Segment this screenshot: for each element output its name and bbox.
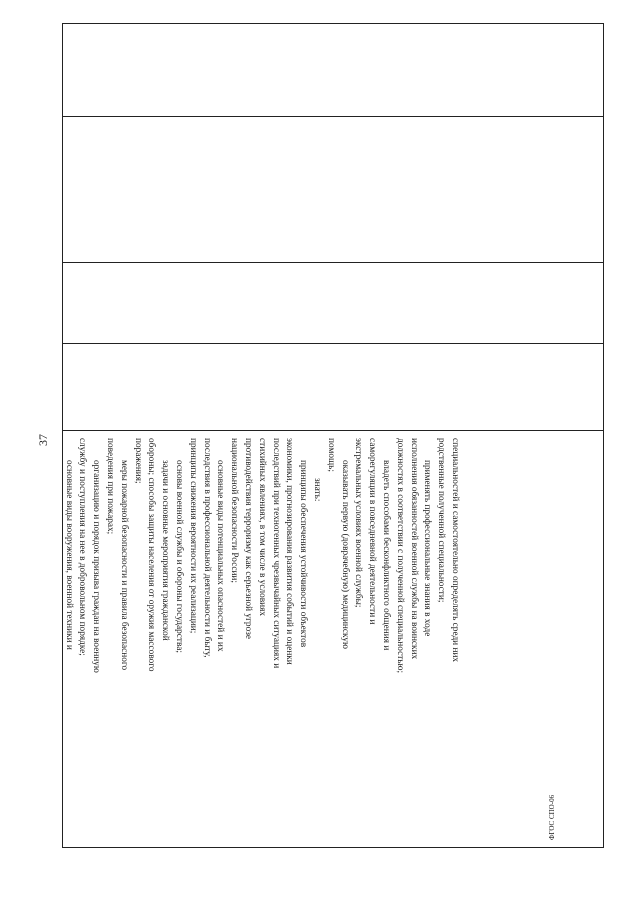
text-line: основные виды потенциальных опасностей и их: [215, 460, 226, 652]
text-line: основные виды вооружения, военной техники и: [63, 460, 74, 650]
text-line: исполнения обязанностей военной службы на воинских: [408, 438, 419, 660]
text-line: помощь;: [325, 438, 336, 472]
text-line: службу и поступления на нее в добровольном порядке;: [77, 438, 88, 656]
text-line: экономики, прогнозирования развития событий и оценки: [284, 438, 295, 665]
text-line: владеть способами бесконфликтного общения и: [381, 460, 392, 651]
text-line: противодействия терроризму как серьезной угрозе: [243, 438, 254, 640]
text-line: обороны; способы защиты населения от оружия массового: [146, 438, 157, 672]
text-line: последствий при техногенных чрезвычайных ситуациях и: [270, 438, 281, 669]
text-line: саморегуляции в повседневной деятельности и: [367, 438, 378, 625]
text-line: основы военной службы и обороны государства;: [174, 460, 185, 653]
text-line: национальной безопасности России;: [229, 438, 240, 583]
footer-label: ФГОС СПО-06: [548, 794, 556, 840]
table-divider-3: [62, 343, 604, 344]
text-line: знать:: [312, 478, 323, 502]
text-line: принципы обеспечения устойчивости объектов: [298, 460, 309, 648]
text-line: организацию и порядок призыва граждан на военную: [91, 460, 102, 673]
text-line: меры пожарной безопасности и правила безопасного: [118, 460, 129, 671]
text-line: экстремальных условиях военной службы;: [353, 438, 364, 608]
competency-text-cell: [63, 430, 463, 847]
text-line: задачи и основные мероприятия гражданской: [160, 460, 171, 641]
text-line: стихийных явлениях, в том числе в условиях: [256, 438, 267, 617]
text-line: родственные полученной специальности;: [436, 438, 447, 603]
text-line: оказывать первую (доврачебную) медицинскую: [339, 460, 350, 650]
table-divider-2: [62, 262, 604, 263]
text-line: должностях в соответствии с полученной специальностью;: [394, 438, 405, 674]
text-line: поражения;: [132, 438, 143, 484]
text-line: специальностей и самостоятельно определять среди них: [450, 438, 460, 663]
page-number: 37: [36, 434, 50, 446]
competency-text: [63, 430, 463, 847]
text-line: последствия в профессиональной деятельности и быту,: [201, 438, 212, 658]
text-line: применять профессиональные знания в ходе: [422, 460, 433, 637]
text-line: поведения при пожарах;: [105, 438, 116, 535]
table-divider-1: [62, 116, 604, 117]
text-line: принципы снижения вероятности их реализации;: [187, 438, 198, 634]
